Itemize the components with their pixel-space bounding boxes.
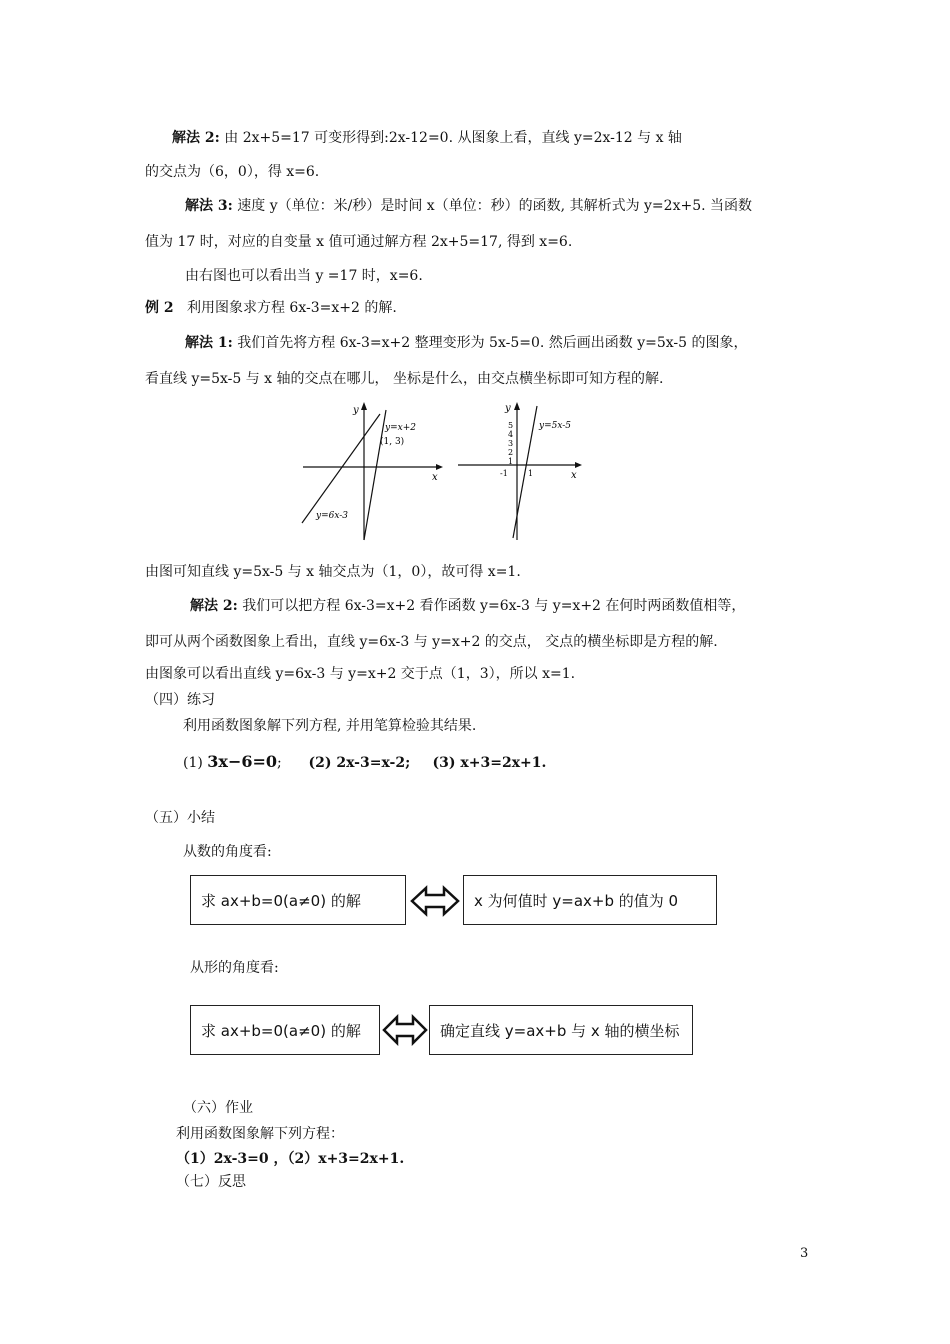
example2-line bbox=[145, 298, 397, 318]
ex2-solution1-line2: 看直线 y=5x-5 与 x 轴的交点在哪儿， 坐标是什么，由交点横坐标即可知方程的解. bbox=[145, 371, 664, 387]
practice-item3: (3) x+3=2x+1. bbox=[432, 755, 547, 771]
summary-box1-left: 求 ax+b=0(a≠0) 的解 bbox=[190, 875, 406, 925]
example2-text: 利用图象求方程 6x-3=x+2 的解. bbox=[186, 300, 397, 316]
summary-shape-view: 从形的角度看: bbox=[190, 960, 279, 976]
ex2-solution2-text1: 我们可以把方程 6x-3=x+2 看作函数 y=6x-3 与 y=x+2 在何时两函数值相等， bbox=[242, 598, 746, 614]
homework-heading: （六）作业 bbox=[183, 1100, 253, 1116]
practice-item1-sep: ; bbox=[277, 755, 282, 771]
ex2-solution2-line1 bbox=[190, 596, 745, 616]
practice-item2: (2) 2x-3=x-2; bbox=[308, 755, 411, 771]
graph-left-y-arrow-icon bbox=[361, 402, 367, 410]
page-number: 3 bbox=[800, 1246, 809, 1261]
summary-number-view: 从数的角度看: bbox=[183, 844, 272, 860]
solution2-line2: 的交点为（6，0），得 x=6. bbox=[145, 164, 320, 180]
graph-left-point-label: (1, 3) bbox=[380, 437, 405, 447]
graph-left-line-a-label: y=x+2 bbox=[385, 423, 416, 433]
graph-right-tick-pos1: 1 bbox=[528, 469, 534, 478]
graph-left-x-arrow-icon bbox=[436, 464, 443, 470]
summary-box1-right: x 为何值时 y=ax+b 的值为 0 bbox=[463, 875, 717, 925]
double-arrow-icon bbox=[410, 885, 460, 917]
solution2-text1: 由 2x+5=17 可变形得到:2x-12=0. 从图象上看，直线 y=2x-12 与 x 轴 bbox=[224, 130, 682, 146]
graph-right-tick-4: 4 bbox=[508, 430, 514, 439]
practice-item1-label: (1) bbox=[183, 755, 203, 771]
graph-right-tick-5: 5 bbox=[508, 421, 514, 430]
double-arrow-icon-2 bbox=[382, 1014, 428, 1046]
practice-heading: （四）练习 bbox=[145, 692, 215, 708]
graph-right-line-label: y=5x-5 bbox=[539, 421, 572, 431]
reflection-heading: （七）反思 bbox=[176, 1174, 246, 1190]
solution3-label: 解法 3: bbox=[185, 198, 233, 214]
graph-left-x-label: x bbox=[432, 472, 438, 483]
graph-right-tick-neg1: -1 bbox=[500, 469, 508, 478]
ex2-solution2-line3: 由图象可以看出直线 y=6x-3 与 y=x+2 交于点（1，3），所以 x=1. bbox=[145, 666, 576, 682]
graph-right-x-label: x bbox=[571, 470, 577, 481]
graph-right bbox=[455, 400, 583, 542]
ex2-solution1-text1: 我们首先将方程 6x-3=x+2 整理变形为 5x-5=0. 然后画出函数 y=5x-5 的图象， bbox=[237, 335, 748, 351]
ex2-solution2-label: 解法 2: bbox=[190, 598, 238, 614]
homework-intro: 利用函数图象解下列方程： bbox=[176, 1126, 344, 1142]
example2-label: 例 2 bbox=[145, 300, 174, 316]
summary-box2-right: 确定直线 y=ax+b 与 x 轴的横坐标 bbox=[429, 1005, 693, 1055]
graph-left bbox=[298, 400, 443, 542]
graph-right-tick-1: 1 bbox=[508, 457, 514, 466]
ex2-solution1-line1 bbox=[185, 333, 748, 353]
graph-left-line-a bbox=[302, 414, 380, 523]
solution2-label: 解法 2: bbox=[172, 130, 220, 146]
graph-left-line-b bbox=[364, 410, 386, 540]
graph-left-y-label: y bbox=[353, 405, 359, 416]
practice-intro: 利用函数图象解下列方程, 并用笔算检验其结果. bbox=[183, 718, 477, 734]
practice-item1-math: 3x−6=0 bbox=[207, 752, 278, 771]
after-graph-text: 由图可知直线 y=5x-5 与 x 轴交点为（1，0），故可得 x=1. bbox=[145, 564, 521, 580]
graph-right-x-arrow-icon bbox=[575, 462, 582, 468]
practice-items bbox=[183, 752, 546, 773]
summary-heading: （五）小结 bbox=[145, 810, 215, 826]
solution3-line1 bbox=[185, 196, 752, 216]
graph-right-y-arrow-icon bbox=[514, 402, 520, 410]
graph-right-y-label: y bbox=[505, 403, 511, 414]
graph-left-line-b-label: y=6x-3 bbox=[316, 511, 349, 521]
ex2-solution2-line2: 即可从两个函数图象上看出，直线 y=6x-3 与 y=x+2 的交点， 交点的横坐标即是方程的解. bbox=[145, 634, 718, 650]
solution2-line1 bbox=[172, 128, 682, 148]
summary-box2-left: 求 ax+b=0(a≠0) 的解 bbox=[190, 1005, 380, 1055]
graph-right-tick-2: 2 bbox=[508, 448, 514, 457]
solution3-text1: 速度 y（单位：米/秒）是时间 x（单位：秒）的函数, 其解析式为 y=2x+5. 当函数 bbox=[237, 198, 753, 214]
ex2-solution1-label: 解法 1: bbox=[185, 335, 233, 351]
solution3-line2: 值为 17 时，对应的自变量 x 值可通过解方程 2x+5=17, 得到 x=6. bbox=[145, 234, 573, 250]
solution3-line3: 由右图也可以看出当 y =17 时，x=6. bbox=[185, 268, 423, 284]
homework-items: （1）2x-3=0 ，（2）x+3=2x+1. bbox=[176, 1151, 405, 1167]
graph-right-tick-3: 3 bbox=[508, 439, 514, 448]
